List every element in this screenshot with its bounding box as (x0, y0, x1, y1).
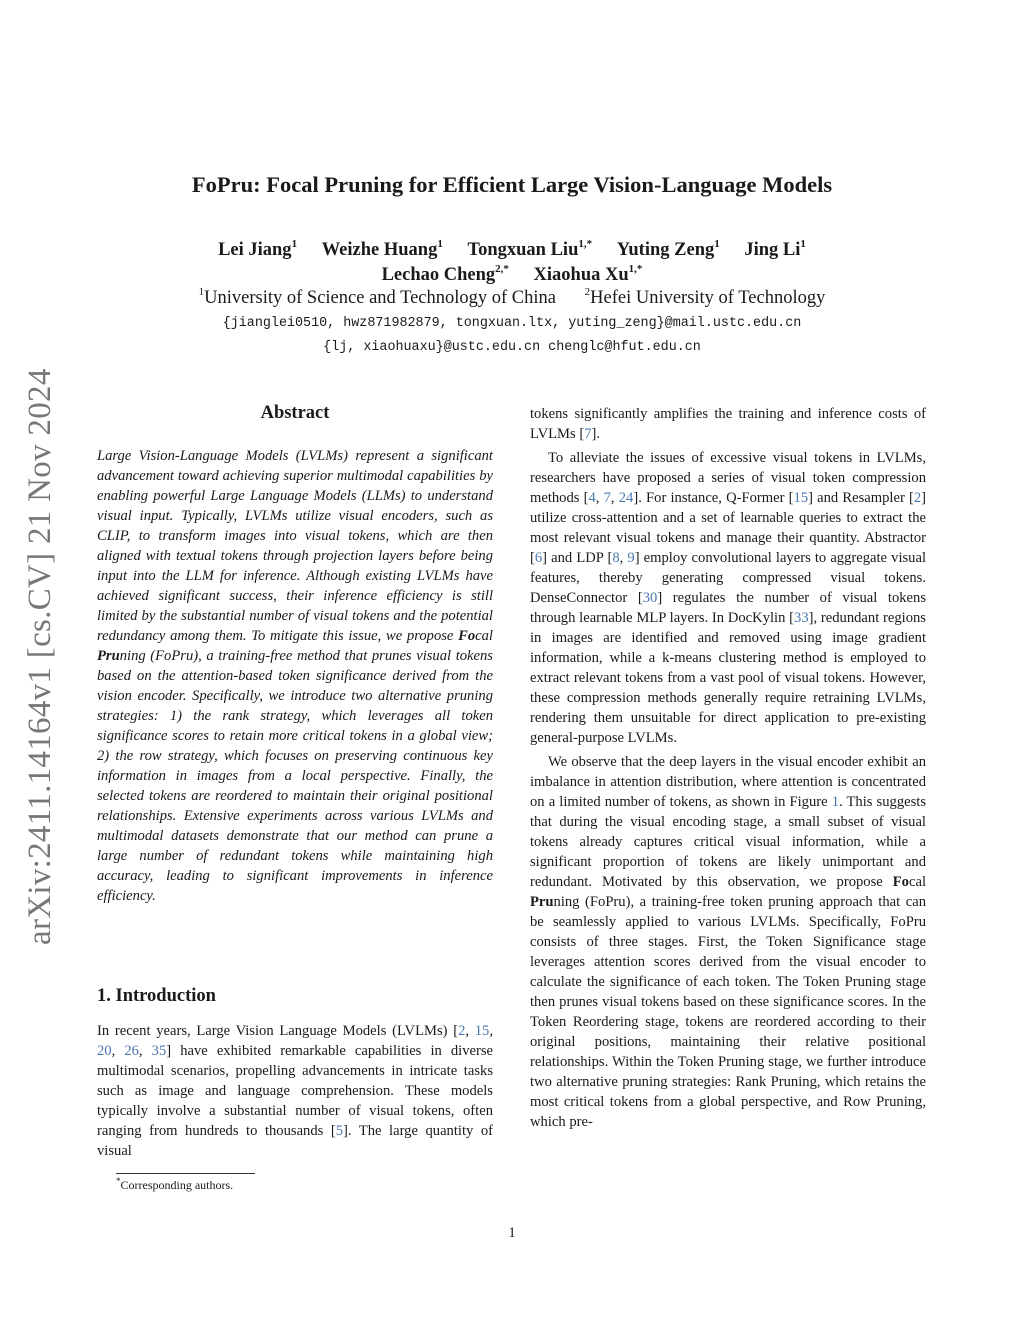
author: Yuting Zeng$^1$ (616, 238, 720, 260)
email-line-2: {lj, xiaohuaxu}@ustc.edu.cn chenglc@hfut.edu.cn (323, 340, 701, 355)
author: Lei Jiang$^1$ (218, 238, 298, 260)
abstract-heading: Abstract (260, 403, 330, 423)
paper-title: FoPru: Focal Pruning for Efficient Large Vision-Language Models (191, 172, 833, 197)
arxiv-identifier: arXiv:2411.14164v1 [cs.CV] 21 Nov 2024 (22, 368, 58, 945)
section-heading-introduction: 1. Introduction (97, 986, 216, 1006)
footnote-rule (116, 1173, 255, 1174)
right-column (530, 404, 926, 1132)
paragraph: To alleviate the issues of excessive visual tokens in LVLMs, researchers have proposed a series of visual token compression methods [4, 7, 24]. For instance, Q-Former [15] and Resampler [2] utilize cross-attention and a set of learnable queries to extract the most relevant visual tokens and manage their quantity. Abstractor [6] and LDP [8, 9] employ convolutional layers to aggregate visual features, thereby generating compressed visual tokens. DenseConnector [30] regulates the number of visual tokens through learnable MLP layers. In DocKylin [33], redundant regions in images are identified and removed using image gradient information, while a k-means clustering method is employed to extract relevant tokens from a vast pool of visual tokens. However, these compression methods generally require retraining LVLMs, rendering them unsuitable for direct application to pre-existing general-purpose LVLMs. (530, 450, 927, 746)
paragraph: We observe that the deep layers in the visual encoder exhibit an imbalance in attention distribution, where attention is concentrated on a limited number of tokens, as shown in Figure 1. This suggests that during the visual encoding stage, a small subset of visual tokens already captures critical visual information, while a significant proportion of tokens are likely unimportant and redundant. Motivated by this observation, we propose Focal Pruning (FoPru), a training-free token pruning approach that can be seamlessly applied to various LVLMs. Specifically, FoPru consists of three stages. First, the Token Significance stage leverages attention scores derived from the visual encoder to calculate the significance of each token. The Token Pruning stage then prunes visual tokens based on these significance scores. In the Token Reordering stage, tokens are reordered according to their original positions, maintaining their relative positional relationships. Within the Token Pruning stage, we further introduce two alternative pruning strategies: Rank Pruning, which retains the most critical tokens from a global perspective, and Row Pruning, which pre- (530, 754, 927, 1130)
email-line-1: {jianglei0510, hwz871982879, tongxuan.ltx, yuting_zeng}@mail.ustc.edu.cn (222, 316, 802, 331)
introduction-paragraph (97, 1021, 493, 1161)
footnote: *Corresponding authors. (116, 1176, 234, 1192)
page-number: 1 (508, 1225, 516, 1241)
paragraph: tokens significantly amplifies the training and inference costs of LVLMs [7]. (530, 406, 926, 442)
paragraph: In recent years, Large Vision Language Models (LVLMs) [2, 15, 20, 26, 35] have exhibited remarkable capabilities in diverse multimodal scenarios, propelling advancements in intricate tasks such as image and language comprehension. These models typically involve a substantial number of visual tokens, often ranging from hundreds to thousands [5]. The large quantity of visual (97, 1023, 494, 1159)
affiliation: $^2$Hefei University of Technology (584, 286, 826, 308)
affiliation: $^1$University of Science and Technology of China (198, 286, 556, 308)
abstract-body: Large Vision-Language Models (LVLMs) represent a significant advancement toward achieving superior multimodal capabilities by enabling powerful Large Language Models (LLMs) to understand visual input. Typically, LVLMs utilize visual encoders, such as CLIP, to transform images into visual tokens, which are then aligned with textual tokens through projection layers before being input into the LLM for inference. Although existing LVLMs have achieved significant success, their inference efficiency is still limited by the substantial number of visual tokens and the potential redundancy among them. To mitigate this issue, we propose Focal Pruning (FoPru), a training-free method that prunes visual tokens based on the attention-based token significance derived from the vision encoder. Specifically, we introduce two alternative pruning strategies: 1) the rank strategy, which leverages all token significance scores to retain more critical tokens in a global view; 2) the row strategy, which focuses on preserving continuous key information in images from a local perspective. Finally, the selected tokens are reordered to maintain their original positional relationships. Extensive experiments across various LVLMs and multimodal datasets demonstrate that our method can prune a large number of redundant tokens while maintaining high accuracy, leading to significant improvements in inference efficiency. (97, 448, 493, 904)
author: Xiaohua $Xu^{1,*}$ (533, 263, 643, 285)
author-list-line-1 (0, 240, 1024, 261)
author: Jing Li$^1$ (744, 238, 806, 260)
affiliations (0, 288, 1024, 309)
author: Lechao Cheng$^{2,*}$ (381, 263, 509, 285)
author: Weizhe Huang$^1$ (321, 238, 443, 260)
author-list-line-2 (0, 265, 1024, 286)
author: Tongxuan Liu$^{1,*}$ (467, 238, 593, 260)
